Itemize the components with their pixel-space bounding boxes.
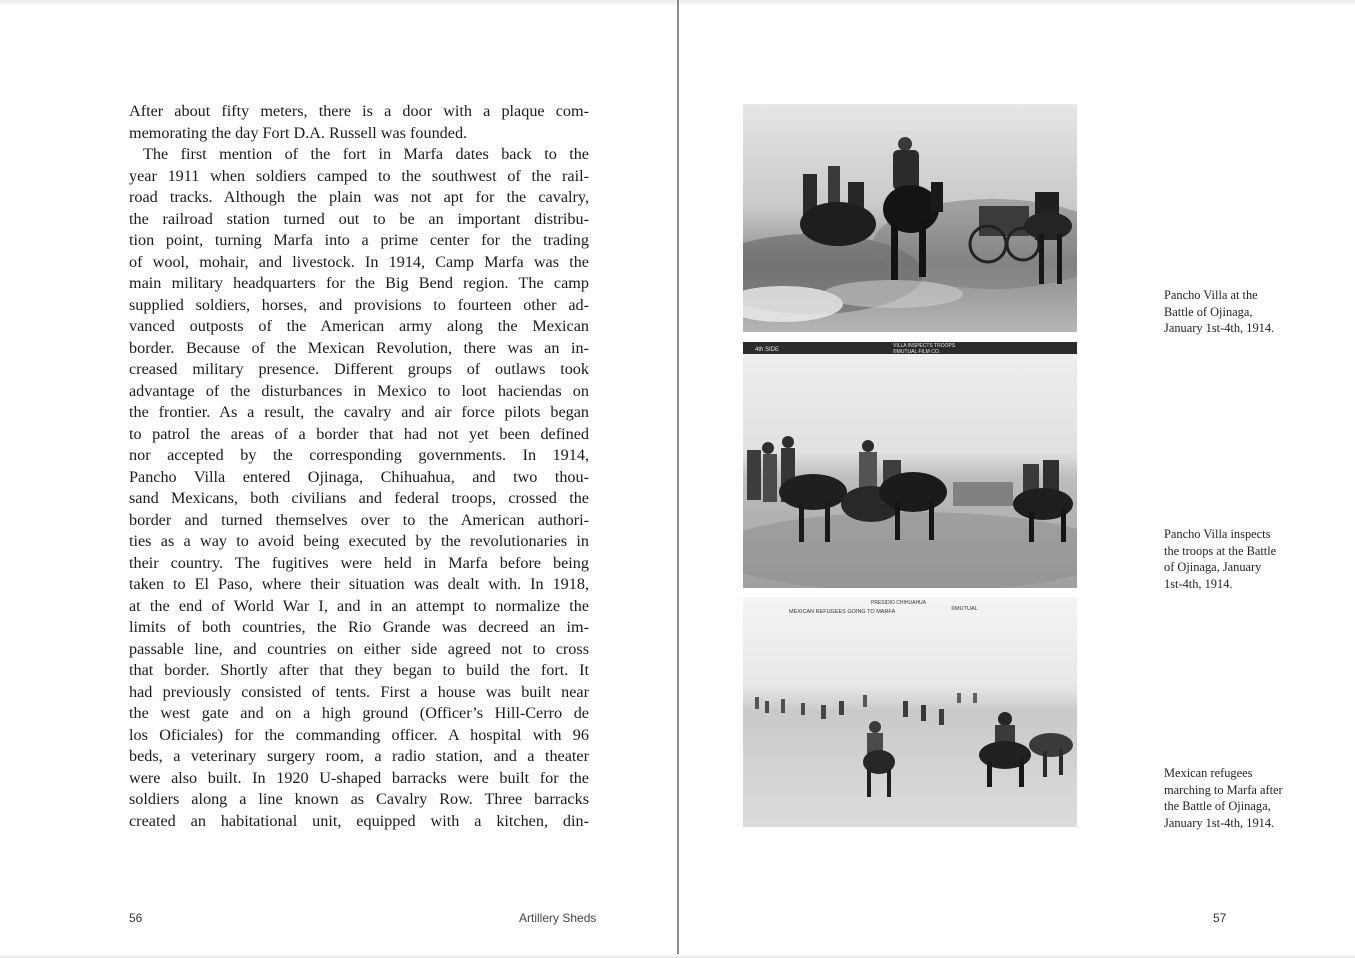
caption-line: January 1st-4th, 1914.: [1164, 815, 1275, 830]
text-line: sand Mexicans, both civilians and federal troops, crossed the: [129, 489, 589, 507]
text-line: their country. The fugitives were held in Marfa before being: [129, 553, 589, 572]
photo-villa-inspects-troops: [743, 342, 1077, 588]
text-line: the railroad station turned out to be an important distribu-: [129, 209, 589, 228]
photo-inscription: 4th SIDE: [755, 347, 780, 353]
photo-inscription: ©MUTUAL: [951, 606, 978, 612]
caption-line: the troops at the Battle: [1164, 543, 1277, 558]
photo-inscription: ©MUTUAL FILM CO.: [893, 349, 941, 355]
photo-mexican-refugees: [743, 597, 1077, 827]
text-line: border. Because of the Mexican Revolution, there was an in-: [129, 338, 589, 357]
caption-photo-2: [1164, 526, 1324, 592]
running-head: Artillery Sheds: [519, 911, 597, 925]
left-page-number: 56: [129, 911, 143, 925]
text-line: created an habitational unit, equipped with a kitchen, din-: [129, 811, 589, 830]
caption-line: of Ojinaga, January: [1164, 560, 1262, 574]
text-line: the frontier. As a result, the cavalry and air force pilots began: [129, 403, 589, 421]
text-line: memorating the day Fort D.A. Russell was founded.: [129, 123, 468, 142]
spread-bottom-shadow: [0, 954, 1355, 958]
text-line: creased military presence. Different groups of outlaws took: [129, 360, 589, 378]
text-line: ties as a way to avoid being executed by the revolutionaries in: [129, 532, 589, 550]
text-line: The first mention of the fort in Marfa dates back to the: [143, 145, 589, 163]
caption-line: Pancho Villa inspects: [1164, 527, 1271, 541]
caption-line: 1st-4th, 1914.: [1164, 576, 1233, 591]
text-line: year 1911 when soldiers camped to the southwest of the rail-: [129, 166, 589, 185]
text-line: had previously consisted of tents. First a house was built near: [129, 682, 589, 701]
text-line: taken to El Paso, where their situation was dealt with. In 1918,: [129, 575, 589, 593]
text-line: that border. Shortly after that they began to build the fort. It: [129, 661, 589, 679]
caption-line: marching to Marfa after: [1164, 782, 1283, 797]
text-line: of wool, mohair, and livestock. In 1914, Camp Marfa was the: [129, 252, 589, 271]
photo-inscription: PRESIDIO CHIHUAHUA: [871, 600, 927, 606]
caption-line: Battle of Ojinaga,: [1164, 304, 1253, 319]
text-line: vanced outposts of the American army along the Mexican: [129, 317, 589, 335]
text-line: soldiers along a line known as Cavalry Row. Three barracks: [129, 790, 589, 808]
caption-photo-3: [1164, 765, 1324, 831]
text-line: beds, a veterinary surgery room, a radio station, and a theater: [129, 747, 589, 765]
photo-pancho-villa-battle: [743, 104, 1077, 332]
photo-inscription: VILLA INSPECTS TROOPS: [893, 343, 956, 349]
text-line: road tracks. Although the plain was not apt for the cavalry,: [129, 188, 589, 206]
body-text: [129, 101, 589, 832]
text-line: advantage of the disturbances in Mexico to loot haciendas on: [129, 381, 589, 400]
text-line: to patrol the areas of a border that had not yet been defined: [129, 424, 589, 443]
caption-line: the Battle of Ojinaga,: [1164, 799, 1271, 813]
text-line: supplied soldiers, horses, and provisions to fourteen other ad-: [129, 295, 589, 314]
caption-photo-1: [1164, 287, 1324, 337]
text-line: tion point, turning Marfa into a prime center for the trading: [129, 231, 589, 249]
text-line: los Oficiales) for the commanding officer. A hospital with 96: [129, 725, 589, 744]
text-line: limits of both countries, the Rio Grande was decreed an im-: [129, 618, 589, 636]
text-line: the west gate and on a high ground (Officer’s Hill-Cerro de: [129, 704, 589, 722]
text-line: Pancho Villa entered Ojinaga, Chihuahua, and two thou-: [129, 467, 589, 486]
photo-inscription: MEXICAN REFUGEES GOING TO MARFA: [789, 609, 896, 615]
text-line: nor accepted by the corresponding governments. In 1914,: [129, 446, 589, 464]
text-line: at the end of World War I, and in an attempt to normalize the: [129, 596, 589, 615]
caption-line: Mexican refugees: [1164, 766, 1253, 780]
text-line: were also built. In 1920 U-shaped barracks were built for the: [129, 768, 589, 787]
text-line: passable line, and countries on either side agreed not to cross: [129, 639, 589, 658]
right-page-number: 57: [1213, 911, 1227, 925]
text-line: After about fifty meters, there is a door with a plaque com-: [129, 102, 589, 120]
caption-line: January 1st-4th, 1914.: [1164, 321, 1275, 335]
caption-line: Pancho Villa at the: [1164, 288, 1258, 302]
text-line: border and turned themselves over to the American authori-: [129, 510, 589, 529]
text-line: main military headquarters for the Big Bend region. The camp: [129, 274, 589, 292]
book-gutter: [677, 0, 679, 958]
